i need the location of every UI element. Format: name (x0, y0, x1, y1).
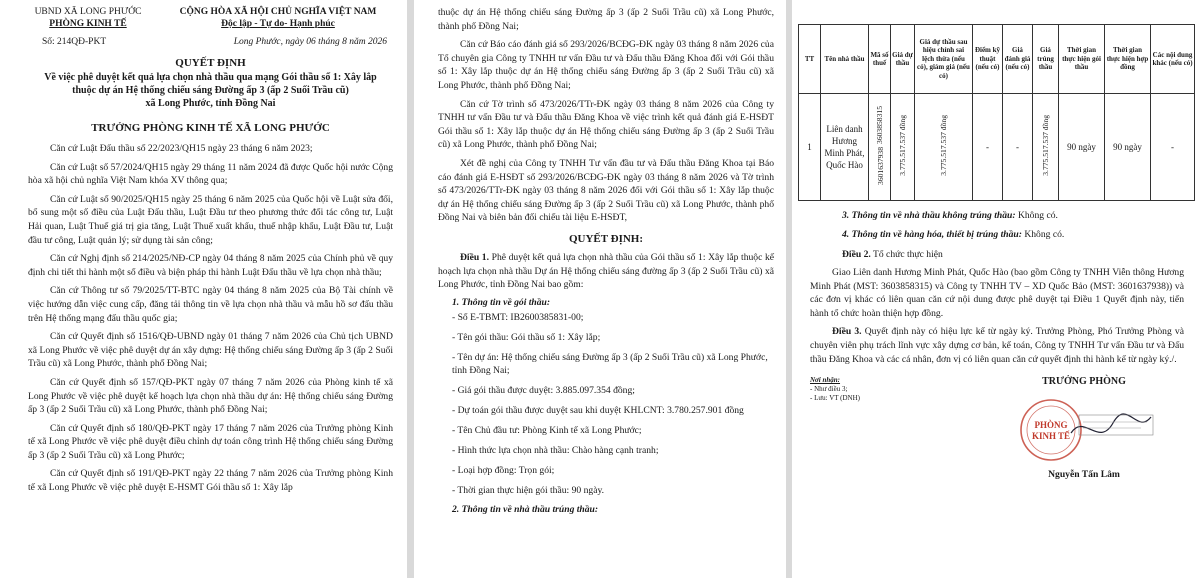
svg-text:KINH TẾ: KINH TẾ (1031, 431, 1071, 442)
legal-basis-paragraph: Căn cứ Tờ trình số 473/2026/TTr-ĐK ngày 03 tháng 8 năm 2026 của Công ty TNHH tư vấn Đầu tư và Đấu thầu Đăng Khoa về việc trình kết quả đánh giá E-HSĐT Gói thầu số 1: Xây lắp thuộc dự án Hệ thống chiếu sáng Đường ấp 3 (ấp 2 Suối Trầu cũ) xã Long Phước, thành phố Đồng Nai; (438, 98, 774, 151)
article-3: Điều 3. Quyết định này có hiệu lực kể từ ngày ký. Trưởng Phòng, Phó Trưởng Phòng và chuyên viên phụ trách lĩnh vực xây dựng cơ bản, kế toán, Công ty TNHH Tư vấn Đầu tư và Đấu thầu Đăng Khoa và các cá nhân, đơn vị có liên quan căn cứ quyết định thi hành kể từ ngày ký./. (810, 326, 1184, 365)
tax-code-2: 3601637938 (875, 147, 885, 185)
issuing-authority: TRƯỞNG PHÒNG KINH TẾ XÃ LONG PHƯỚC (91, 122, 330, 134)
recipients-block (810, 376, 920, 480)
legal-basis-paragraph: Căn cứ Quyết định số 1516/QĐ-UBND ngày 01 tháng 7 năm 2026 của Chủ tịch UBND xã Long Phước về việc phê duyệt dự án xây dựng: Hệ thống chiếu sáng Đường ấp 3 (ấp 2 Suối Trầu cũ) xã Long Phước, thành phố Đồng Nai; (28, 331, 393, 370)
cell-adjusted-price: 3.775.517.537 đồng (915, 94, 973, 201)
legal-basis-paragraph: Căn cứ Luật Đấu thầu số 22/2023/QH15 ngày 23 tháng 6 năm 2023; (50, 143, 313, 154)
package-info-item: - Tên gói thầu: Gói thầu số 1: Xây lắp; (452, 331, 601, 343)
document-subject-line-1: Về việc phê duyệt kết quả lựa chọn nhà thầu qua mạng Gói thầu số 1: Xây lắp (44, 72, 377, 83)
signature-block (984, 376, 1184, 480)
recipient-item: - Như điều 3; (810, 385, 848, 394)
cell-eval-price: - (1003, 94, 1033, 201)
national-motto: Độc lập - Tự do- Hạnh phúc (221, 19, 335, 29)
table-row (799, 94, 1195, 201)
legal-basis-paragraph: Căn cứ Nghị định số 214/2025/NĐ-CP ngày 04 tháng 8 năm 2025 của Chính phủ về quy định chi tiết thi hành một số điều và biện pháp thi hành Luật Đấu thầu về lựa chọn nhà thầu; (28, 253, 393, 278)
issuer-name: UBND XÃ LONG PHƯỚC (34, 7, 142, 17)
package-info-item: - Hình thức lựa chọn nhà thầu: Chào hàng cạnh tranh; (452, 444, 659, 456)
cell-tech-score: - (973, 94, 1003, 201)
table-header-row (799, 25, 1195, 94)
package-info-item: - Giá gói thầu được duyệt: 3.885.097.354 đồng; (452, 384, 635, 396)
column-header: Các nội dung khác (nếu có) (1151, 25, 1195, 94)
legal-basis-paragraph: Căn cứ Luật số 90/2025/QH15 ngày 25 tháng 6 năm 2025 của Quốc hội về Luật sửa đổi, bổ sung một số điều của Luật Đấu thầu, Luật Đầu tư theo phương thức đối tác công tư, Luật Hải quan, Luật Thuế giá trị gia tăng, Luật Thuế xuất khẩu, thuế nhập khẩu, Luật Đầu tư, Luật đầu tư công, Luật quản lý; sử dụng tài sản công; (28, 193, 393, 246)
official-seal-and-signature (1009, 393, 1159, 467)
document-header (28, 6, 393, 30)
document-number: Số: 214QĐ-PKT (42, 37, 107, 47)
cell-contract-time: 90 ngày (1105, 94, 1151, 201)
article-2-heading: Điều 2. Tổ chức thực hiện (842, 249, 943, 260)
legal-basis-paragraph: Xét đề nghị của Công ty TNHH Tư vấn đầu tư và Đấu thầu Đăng Khoa tại Báo cáo đánh giá E-HSĐT số 293/2026/BCĐG-ĐK ngày 03 tháng 8 năm 2026 và Tờ trình số 473/2026/TTr-ĐK ngày 03 tháng 8 năm 2026 đối với Gói thầu số 1: Xây lắp thuộc dự án Hệ thống chiếu sáng Đường ấp 3 (ấp 2 Suối Trầu cũ) xã Long Phước, thành phố Đồng Nai và biên bản đối chiếu tài liệu E-HSĐT, (438, 157, 774, 224)
non-winner-info: 3. Thông tin về nhà thầu không trúng thầu: Không có. (842, 210, 1058, 221)
column-header: Tên nhà thầu (821, 25, 869, 94)
cell-other: - (1151, 94, 1195, 201)
package-info-item: - Số E-TBMT: IB2600385831-00; (452, 311, 584, 323)
cell-package-time: 90 ngày (1059, 94, 1105, 201)
recipient-item: - Lưu: VT (DNH) (810, 394, 861, 403)
signer-name: Nguyễn Tấn Lâm (1048, 469, 1120, 481)
national-title: CỘNG HÒA XÃ HỘI CHỦ NGHĨA VIỆT NAM (179, 7, 377, 17)
package-info-item: - Loại hợp đồng: Trọn gói; (452, 464, 555, 476)
seal-icon (1009, 393, 1159, 467)
document-title: QUYẾT ĐỊNH (175, 57, 246, 69)
package-info-item: - Thời gian thực hiện gói thầu: 90 ngày. (452, 484, 605, 496)
article-2-paragraph: Giao Liên danh Hương Minh Phát, Quốc Hào (bao gồm Công ty TNHH Viễn thông Hương Minh Phát (MST: 3603858315) và Công ty TNHH TV – XD Quốc Bảo (MST: 3601637938)) và các đơn vị khác có liên quan căn cứ nội dung được phê duyệt tại Điều 1 Quyết định này, tiến hành tổ chức hoàn thiện hợp đồng. (810, 267, 1184, 319)
document-date: Long Phước, ngày 06 tháng 8 năm 2026 (233, 37, 387, 47)
column-header: Mã số thuế (869, 25, 891, 94)
tax-code-1: 3603858315 (874, 106, 884, 144)
legal-basis-paragraph: Căn cứ Quyết định số 191/QĐ-PKT ngày 22 tháng 7 năm 2026 của Trưởng phòng Kinh tế xã Long Phước về việc phê duyệt E-HSMT Gói thầu số 1: Xây lắp (28, 468, 393, 494)
package-info-item: - Dự toán gói thầu được duyệt sau khi duyệt KHLCNT: 3.780.257.901 đồng (452, 404, 744, 416)
column-header: TT (799, 25, 821, 94)
document-subject-line-3: xã Long Phước, tỉnh Đồng Nai (145, 98, 276, 109)
legal-basis-paragraph: Căn cứ Báo cáo đánh giá số 293/2026/BCĐG-ĐK ngày 03 tháng 8 năm 2026 của Tổ chuyên gia Công ty TNHH tư vấn Đầu tư và Đấu thầu Đăng Khoa đối với Gói thầu số 1: Xây lắp thuộc dự án Hệ thống chiếu sáng Đường ấp 3 (ấp 2 Suối Trầu cũ) xã Long Phước, thành phố Đồng Nai; (438, 39, 774, 91)
document-subject-line-2: thuộc dự án Hệ thống chiếu sáng Đường ấp 3 (ấp 2 Suối Trầu cũ) (72, 85, 349, 96)
column-header: Thời gian thực hiện gói thầu (1059, 25, 1105, 94)
cell-bid-price: 3.775.517.537 đồng (891, 94, 915, 201)
column-header: Thời gian thực hiện hợp đồng (1105, 25, 1151, 94)
legal-basis-paragraph: Căn cứ Thông tư số 79/2025/TT-BTC ngày 04 tháng 8 năm 2025 của Bộ Tài chính về việc hướng dẫn việc cung cấp, đăng tải thông tin về lựa chọn nhà thầu và mẫu hồ sơ đấu thầu trên Hệ thống mạng đấu thầu quốc gia; (28, 285, 393, 324)
cell-award-price: 3.775.517.537 đồng (1033, 94, 1059, 201)
legal-basis-paragraph: thuộc dự án Hệ thống chiếu sáng Đường ấp 3 (ấp 2 Suối Trầu cũ) xã Long Phước, thành phố Đồng Nai; (438, 7, 774, 32)
package-info-item: - Tên Chủ đầu tư: Phòng Kinh tế xã Long Phước; (452, 424, 642, 436)
column-header: Giá dự thầu (891, 25, 915, 94)
document-page-3 (792, 0, 1200, 578)
document-page-1 (0, 0, 407, 578)
article-1 (438, 251, 774, 292)
article-1-text: Phê duyệt kết quả lựa chọn nhà thầu của Gói thầu số 1: Xây lắp thuộc kế hoạch lựa chọn nhà thầu Dự án Hệ thống chiếu sáng đường ấp 3 (ấp 2 Suối Trầu cũ) xã Long Phước, tỉnh Đồng Nai bao gồm: (438, 251, 775, 291)
package-info-item: - Tên dự án: Hệ thống chiếu sáng Đường ấp 3 (ấp 2 Suối Trầu cũ) xã Long Phước, tỉnh Đồng Nai; (452, 351, 768, 376)
article-1-label: Điều 1. (460, 251, 489, 263)
cell-tax-codes (869, 94, 891, 201)
legal-basis-paragraph: Căn cứ Luật số 57/2024/QH15 ngày 29 tháng 11 năm 2024 đã được Quốc hội nước Cộng hòa xã hội chủ nghĩa Việt Nam khóa XV thông qua; (28, 161, 393, 187)
package-info-heading: 1. Thông tin về gói thầu: (452, 296, 551, 308)
column-header: Giá dự thầu sau hiệu chỉnh sai lệch thừa (nếu có), giảm giá (nếu có) (915, 25, 973, 94)
signer-title: TRƯỞNG PHÒNG (1042, 376, 1126, 388)
goods-info: 4. Thông tin về hàng hóa, thiết bị trúng thầu: Không có. (842, 229, 1065, 240)
legal-basis-paragraph: Căn cứ Quyết định số 180/QĐ-PKT ngày 17 tháng 7 năm 2026 của Trưởng phòng Kinh tế xã Long Phước về việc phê duyệt điều chỉnh dự toán công trình Hệ thống chiếu sáng Đường ấp 3 (ấp 2 Suối Trầu cũ) xã Long Phước; (28, 422, 393, 461)
recipients-heading: Nơi nhận: (810, 376, 841, 385)
legal-basis-paragraph: Căn cứ Quyết định số 157/QĐ-PKT ngày 07 tháng 7 năm 2026 của Phòng kinh tế xã Long Phước về việc phê duyệt kế hoạch lựa chọn nhà thầu dự án: Hệ thống chiếu sáng Đường ấp 3 (ấp 2 Suối Trầu cũ) xã Long Phước, thành phố Đồng Nai; (28, 376, 393, 416)
svg-text:PHÒNG: PHÒNG (1034, 420, 1068, 431)
document-page-2 (414, 0, 786, 578)
issuer-department: PHÒNG KINH TẾ (49, 19, 127, 29)
decision-heading: QUYẾT ĐỊNH: (568, 232, 644, 245)
cell-bidder-name: Liên danh Hương Minh Phát, Quốc Hào (821, 94, 869, 201)
column-header: Điểm kỹ thuật (nếu có) (973, 25, 1003, 94)
column-header: Giá trúng thầu (1033, 25, 1059, 94)
winning-bidder-table (798, 24, 1195, 201)
winner-info-heading: 2. Thông tin về nhà thầu trúng thầu: (452, 503, 599, 515)
column-header: Giá đánh giá (nếu có) (1003, 25, 1033, 94)
cell-tt: 1 (799, 94, 821, 201)
